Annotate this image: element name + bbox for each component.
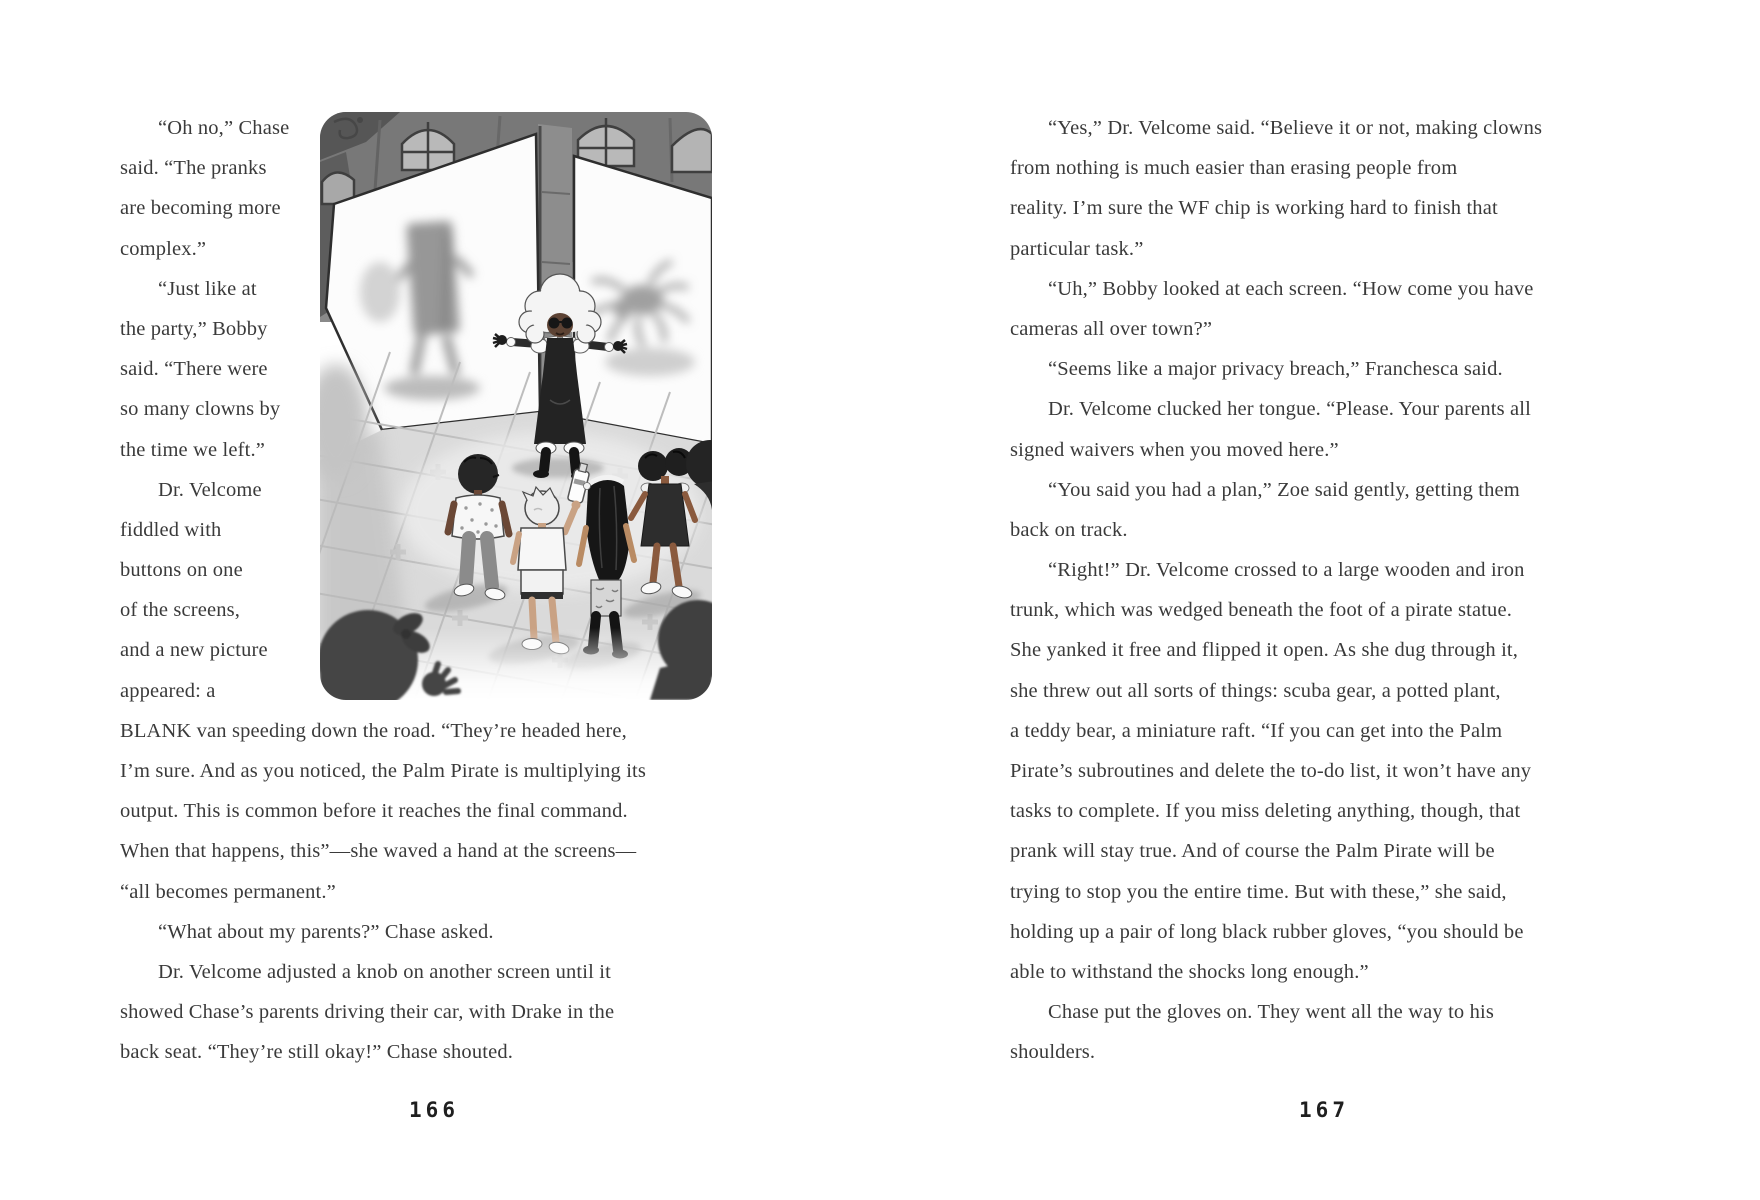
- text-line: fiddled with: [120, 518, 222, 541]
- text-line: tasks to complete. If you miss deleting anything, though, that: [1010, 800, 1521, 823]
- text-line: Dr. Velcome adjusted a knob on another screen until it: [158, 960, 611, 983]
- text-line: said. “The pranks: [120, 157, 267, 180]
- text-line: “Yes,” Dr. Velcome said. “Believe it or not, making clowns: [1048, 117, 1543, 139]
- text-line: BLANK van speeding down the road. “They’re headed here,: [120, 719, 627, 742]
- illustration-screen-room-scene: [320, 112, 712, 700]
- text-line: shoulders.: [1010, 1041, 1096, 1064]
- text-line: I’m sure. And as you noticed, the Palm Pirate is multiplying its: [120, 760, 647, 782]
- text-line: “Seems like a major privacy breach,” Franchesca said.: [1048, 358, 1503, 381]
- text-line: Pirate’s subroutines and delete the to-do list, it won’t have any: [1010, 760, 1532, 782]
- text-line: When that happens, this”—she waved a hand at the screens—: [120, 840, 637, 863]
- text-line: trying to stop you the entire time. But with these,” she said,: [1010, 880, 1507, 903]
- text-line: “Oh no,” Chase: [158, 117, 290, 139]
- text-line: Chase put the gloves on. They went all the way to his: [1048, 1001, 1494, 1024]
- text-line: back on track.: [1010, 518, 1128, 541]
- text-line: she threw out all sorts of things: scuba gear, a potted plant,: [1010, 679, 1501, 702]
- text-line: said. “There were: [120, 358, 268, 381]
- text-line: “Just like at: [158, 277, 257, 300]
- text-line: the time we left.”: [120, 438, 265, 461]
- text-line: “Right!” Dr. Velcome crossed to a large wooden and iron: [1048, 559, 1525, 582]
- text-line: the party,” Bobby: [120, 317, 268, 340]
- text-line: buttons on one: [120, 559, 243, 582]
- text-line: appeared: a: [120, 679, 216, 702]
- text-line: signed waivers when you moved here.”: [1010, 438, 1339, 461]
- text-line: showed Chase’s parents driving their car, with Drake in the: [120, 1001, 615, 1024]
- text-line: so many clowns by: [120, 398, 281, 421]
- text-line: holding up a pair of long black rubber gloves, “you should be: [1010, 920, 1524, 943]
- text-line: She yanked it free and flipped it open. As she dug through it,: [1010, 639, 1519, 662]
- text-line: are becoming more: [120, 197, 281, 220]
- text-line: back seat. “They’re still okay!” Chase shouted.: [120, 1041, 513, 1064]
- text-line: from nothing is much easier than erasing people from: [1010, 157, 1458, 180]
- text-line: complex.”: [120, 237, 207, 260]
- text-line: prank will stay true. And of course the Palm Pirate will be: [1010, 840, 1495, 863]
- text-line: Dr. Velcome clucked her tongue. “Please. Your parents all: [1048, 398, 1531, 421]
- text-line: of the screens,: [120, 599, 241, 622]
- text-line: Dr. Velcome: [158, 478, 262, 501]
- text-line: “What about my parents?” Chase asked.: [158, 920, 494, 943]
- page-number-left: 166: [409, 1098, 459, 1122]
- page-number-right: 167: [1299, 1098, 1349, 1122]
- text-line: output. This is common before it reaches the final command.: [120, 800, 628, 823]
- text-line: cameras all over town?”: [1010, 317, 1213, 340]
- text-line: trunk, which was wedged beneath the foot of a pirate statue.: [1010, 599, 1512, 622]
- text-line: particular task.”: [1010, 237, 1144, 260]
- right-page-text-column: [1010, 108, 1582, 1073]
- text-line: a teddy bear, a miniature raft. “If you can get into the Palm: [1010, 719, 1503, 742]
- text-line: able to withstand the shocks long enough.”: [1010, 960, 1369, 983]
- text-line: “Uh,” Bobby looked at each screen. “How come you have: [1048, 277, 1534, 300]
- text-line: “You said you had a plan,” Zoe said gently, getting them: [1048, 478, 1520, 501]
- right-screen: [574, 156, 712, 444]
- text-line: and a new picture: [120, 639, 268, 662]
- text-line: “all becomes permanent.”: [120, 880, 336, 903]
- text-line: reality. I’m sure the WF chip is working hard to finish that: [1010, 197, 1498, 220]
